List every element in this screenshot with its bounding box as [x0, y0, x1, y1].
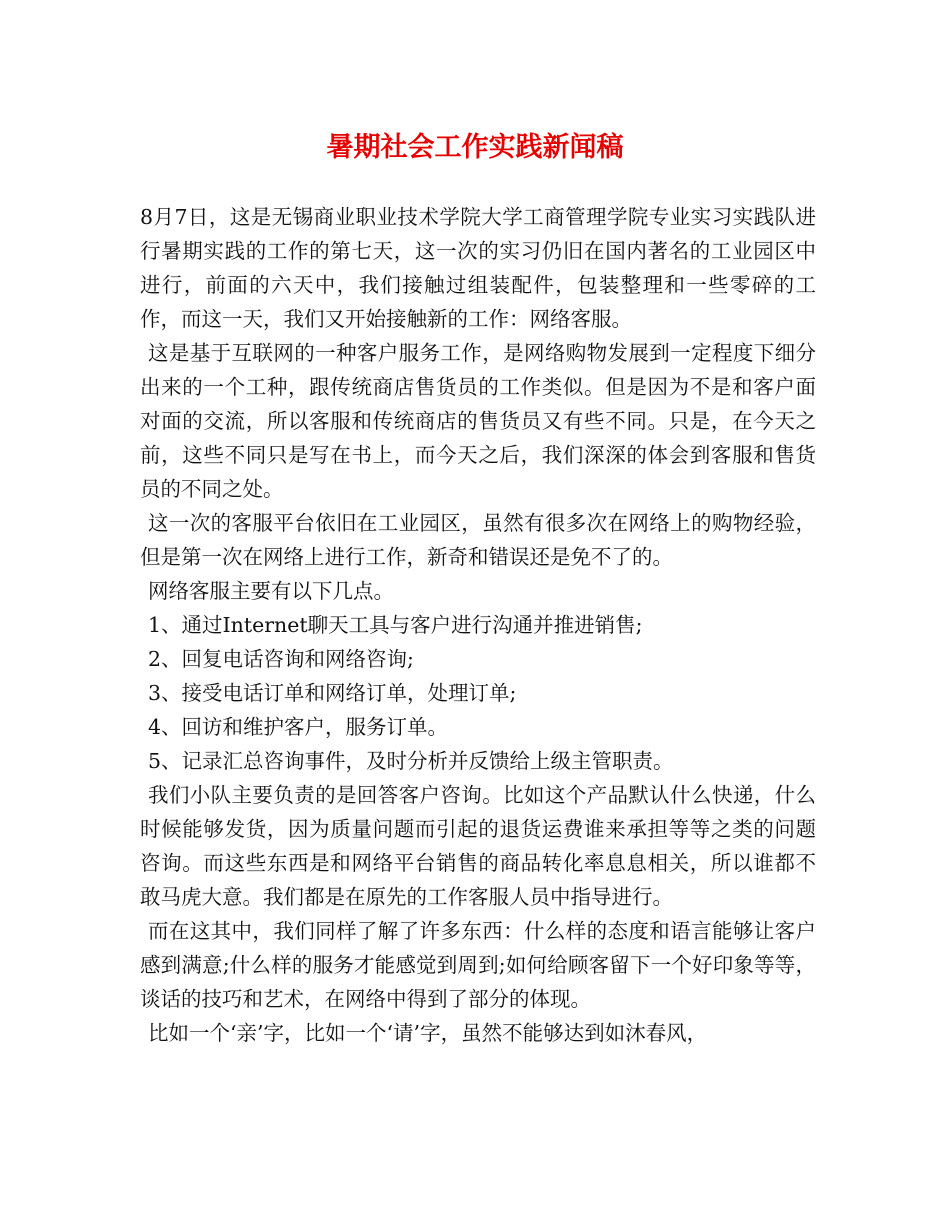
paragraph-intro: 8月7日，这是无锡商业职业技术学院大学工商管理学院专业实习实践队进行暑期实践的工作的第七天，这一次的实习仍旧在国内著名的工业园区中进行，前面的六天中，我们接触过组装配件，包装整理和一些零碎的工作，而这一天，我们又开始接触新的工作：网络客服。: [140, 205, 816, 331]
list-item-duty-2: 2、回复电话咨询和网络咨询;: [148, 647, 414, 671]
list-item-duty-4: 4、回访和维护客户，服务订单。: [148, 715, 449, 739]
paragraph-duties-heading: 网络客服主要有以下几点。: [148, 579, 394, 603]
list-item-duty-3: 3、接受电话订单和网络订单，处理订单;: [148, 681, 517, 705]
paragraph-about-customer-service: 这是基于互联网的一种客户服务工作，是网络购物发展到一定程度下细分出来的一个工种，跟传统商店售货员的工作类似。但是因为不是和客户面对面的交流，所以客服和传统商店的售货员又有些不同。只是，在今天之前，这些不同只是写在书上，而今天之后，我们深深的体会到客服和售货员的不同之处。: [140, 341, 816, 501]
list-item-duty-1: 1、通过Internet聊天工具与客户进行沟通并推进销售;: [148, 613, 643, 637]
paragraph-examples: 比如一个‘亲’字，比如一个‘请’字，虽然不能够达到如沐春风，: [148, 1021, 708, 1045]
list-item-duty-5: 5、记录汇总咨询事件，及时分析并反馈给上级主管职责。: [148, 749, 674, 773]
paragraph-lessons: 而在这其中，我们同样了解了许多东西：什么样的态度和语言能够让客户感到满意;什么样的服务才能感觉到周到;如何给顾客留下一个好印象等等，谈话的技巧和艺术，在网络中得到了部分的体现。: [140, 919, 816, 1011]
document-body: [140, 200, 816, 1050]
paragraph-platform: 这一次的客服平台依旧在工业园区，虽然有很多次在网络上的购物经验，但是第一次在网络上进行工作，新奇和错误还是免不了的。: [140, 511, 816, 569]
paragraph-team-responsibility: 我们小队主要负责的是回答客户咨询。比如这个产品默认什么快递，什么时候能够发货，因为质量问题而引起的退货运费谁来承担等等之类的问题咨询。而这些东西是和网络平台销售的商品转化率息息相关，所以谁都不敢马虎大意。我们都是在原先的工作客服人员中指导进行。: [140, 783, 816, 909]
document-title: 暑期社会工作实践新闻稿: [326, 132, 624, 163]
